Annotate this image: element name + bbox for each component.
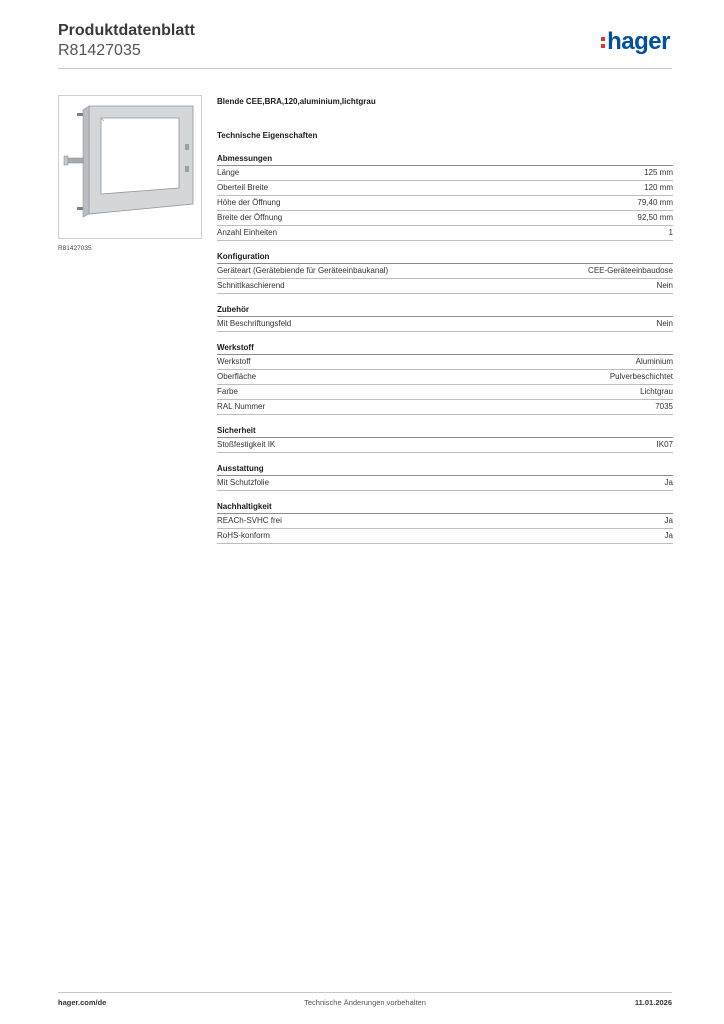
product-name: Blende CEE,BRA,120,aluminium,lichtgrau	[217, 97, 376, 106]
logo-text: hager	[607, 28, 670, 55]
spec-label: Anzahl Einheiten	[217, 228, 278, 237]
spec-value: CEE-Geräteeinbaudose	[588, 266, 673, 275]
logo-dots-icon	[601, 37, 605, 48]
spec-group	[217, 251, 673, 294]
spec-groups	[217, 153, 673, 544]
footer-note: Technische Änderungen vorbehalten	[304, 998, 426, 1007]
spec-value: 7035	[655, 402, 673, 411]
spec-row	[217, 181, 673, 196]
spec-label: Farbe	[217, 387, 238, 396]
spec-group	[217, 342, 673, 415]
spec-value: Ja	[664, 516, 673, 525]
spec-label: Mit Beschriftungsfeld	[217, 319, 292, 328]
spec-value: 120 mm	[644, 183, 673, 192]
hager-logo	[601, 28, 670, 56]
spec-value: Pulverbeschichtet	[609, 372, 673, 381]
spec-row	[217, 476, 673, 491]
document-title: Produktdatenblatt	[58, 22, 195, 39]
spec-label: Breite der Öffnung	[217, 213, 283, 222]
spec-value: Nein	[656, 281, 673, 290]
spec-value: 79,40 mm	[637, 198, 673, 207]
spec-row	[217, 514, 673, 529]
spec-label: Stoßfestigkeit IK	[217, 440, 276, 449]
spec-label: RoHS-konform	[217, 531, 270, 540]
spec-row	[217, 226, 673, 241]
spec-row	[217, 355, 673, 370]
spec-group	[217, 425, 673, 453]
spec-row	[217, 166, 673, 181]
spec-group	[217, 304, 673, 332]
group-title: Konfiguration	[217, 251, 673, 264]
spec-value: Ja	[664, 478, 673, 487]
spec-label: RAL Nummer	[217, 402, 266, 411]
specification-content	[217, 95, 673, 544]
spec-row	[217, 370, 673, 385]
spec-value: 92,50 mm	[637, 213, 673, 222]
spec-value: Ja	[664, 531, 673, 540]
image-caption: R81427035	[58, 245, 92, 252]
document-number: R81427035	[58, 42, 141, 59]
footer-date: 11.01.2026	[634, 998, 672, 1007]
spec-row	[217, 211, 673, 226]
section-heading: Technische Eigenschaften	[217, 131, 318, 140]
spec-group	[217, 501, 673, 544]
group-title: Nachhaltigkeit	[217, 501, 673, 514]
spec-label: Geräteart (Gerätebiende für Geräteeinbaukanal)	[217, 266, 389, 275]
spec-label: Länge	[217, 168, 240, 177]
spec-row	[217, 317, 673, 332]
group-title: Werkstoff	[217, 342, 673, 355]
group-title: Ausstattung	[217, 463, 673, 476]
spec-row	[217, 529, 673, 544]
page-footer	[58, 992, 672, 1007]
spec-label: Schnittkaschierend	[217, 281, 285, 290]
product-image	[58, 95, 202, 239]
spec-row	[217, 438, 673, 453]
spec-label: Höhe der Öffnung	[217, 198, 281, 207]
spec-value: 1	[668, 228, 673, 237]
spec-row	[217, 196, 673, 211]
spec-row	[217, 400, 673, 415]
spec-row	[217, 264, 673, 279]
frame-illustration-icon	[59, 96, 201, 238]
spec-label: Oberteil Breite	[217, 183, 269, 192]
spec-label: Werkstoff	[217, 357, 251, 366]
group-title: Sicherheit	[217, 425, 673, 438]
spec-label: Oberfläche	[217, 372, 257, 381]
spec-group	[217, 153, 673, 241]
spec-row	[217, 279, 673, 294]
group-title: Zubehör	[217, 304, 673, 317]
spec-value: Aluminium	[635, 357, 673, 366]
spec-value: Nein	[656, 319, 673, 328]
spec-group	[217, 463, 673, 491]
spec-label: Mit Schutzfolie	[217, 478, 270, 487]
footer-website: hager.com/de	[58, 998, 107, 1007]
spec-value: 125 mm	[644, 168, 673, 177]
spec-value: IK07	[656, 440, 673, 449]
spec-value: Lichtgrau	[640, 387, 673, 396]
spec-label: REACh-SVHC frei	[217, 516, 282, 525]
spec-row	[217, 385, 673, 400]
group-title: Abmessungen	[217, 153, 673, 166]
page-header	[58, 20, 672, 69]
